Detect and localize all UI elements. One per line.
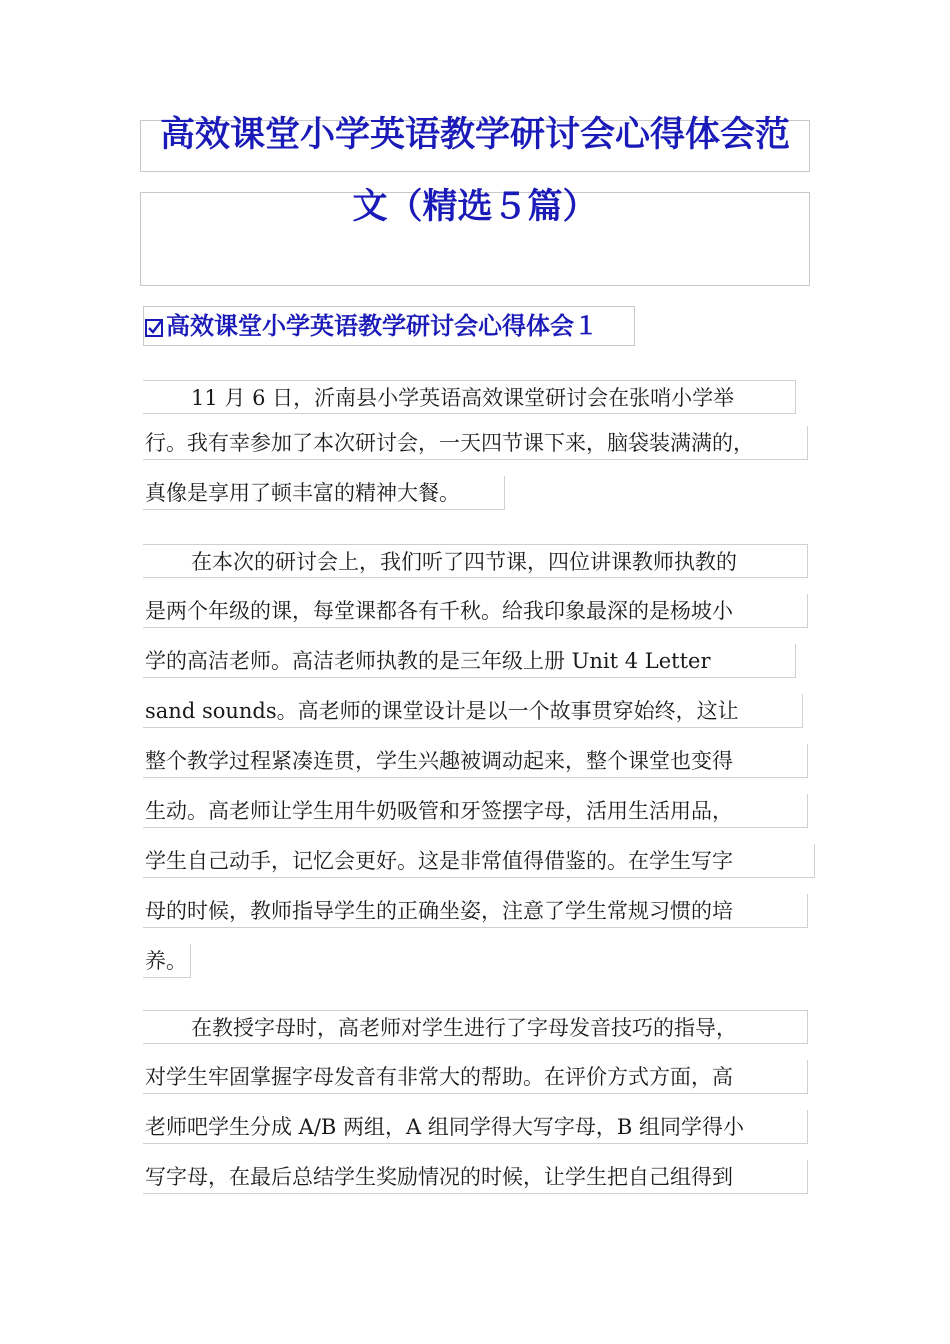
document-title-line-1: 高效课堂小学英语教学研讨会心得体会范 <box>159 114 790 155</box>
paragraph-2-line-3: 学的高洁老师。高洁老师执教的是三年级上册 Unit 4 Letter <box>143 644 796 678</box>
paragraph-1-line-3: 真像是享用了顿丰富的精神大餐。 <box>143 476 505 510</box>
paragraph-2-line-9: 养。 <box>143 944 191 978</box>
paragraph-2-line-2: 是两个年级的课，每堂课都各有千秋。给我印象最深的是杨坡小 <box>143 594 808 628</box>
document-title-line-2: 文（精选５篇） <box>352 186 598 227</box>
paragraph-1-line-2: 行。我有幸参加了本次研讨会，一天四节课下来，脑袋装满满的， <box>143 426 808 460</box>
section-heading <box>145 306 598 346</box>
paragraph-2-line-6: 生动。高老师让学生用牛奶吸管和牙签摆字母，活用生活用品， <box>143 794 808 828</box>
paragraph-3-line-4: 写字母，在最后总结学生奖励情况的时候，让学生把自己组得到 <box>143 1160 808 1194</box>
paragraph-2-line-7: 学生自己动手，记忆会更好。这是非常值得借鉴的。在学生写字 <box>143 844 815 878</box>
paragraph-3-line-2: 对学生牢固掌握字母发音有非常大的帮助。在评价方式方面，高 <box>143 1060 808 1094</box>
paragraph-3-line-1: 在教授字母时，高老师对学生进行了字母发音技巧的指导， <box>143 1010 808 1044</box>
paragraph-3-line-3: 老师吧学生分成 A/B 两组，A 组同学得大写字母，B 组同学得小 <box>143 1110 808 1144</box>
paragraph-1-line-1: 11 月 6 日，沂南县小学英语高效课堂研讨会在张哨小学举 <box>143 380 796 414</box>
paragraph-2-line-5: 整个教学过程紧凑连贯，学生兴趣被调动起来，整个课堂也变得 <box>143 744 808 778</box>
section-heading-text: 高效课堂小学英语教学研讨会心得体会１ <box>166 312 598 340</box>
paragraph-2-line-1: 在本次的研讨会上，我们听了四节课，四位讲课教师执教的 <box>143 544 808 578</box>
paragraph-2-line-8: 母的时候，教师指导学生的正确坐姿，注意了学生常规习惯的培 <box>143 894 808 928</box>
checkbox-checked-icon <box>145 319 163 337</box>
paragraph-2-line-4: sand sounds。高老师的课堂设计是以一个故事贯穿始终，这让 <box>143 694 803 728</box>
